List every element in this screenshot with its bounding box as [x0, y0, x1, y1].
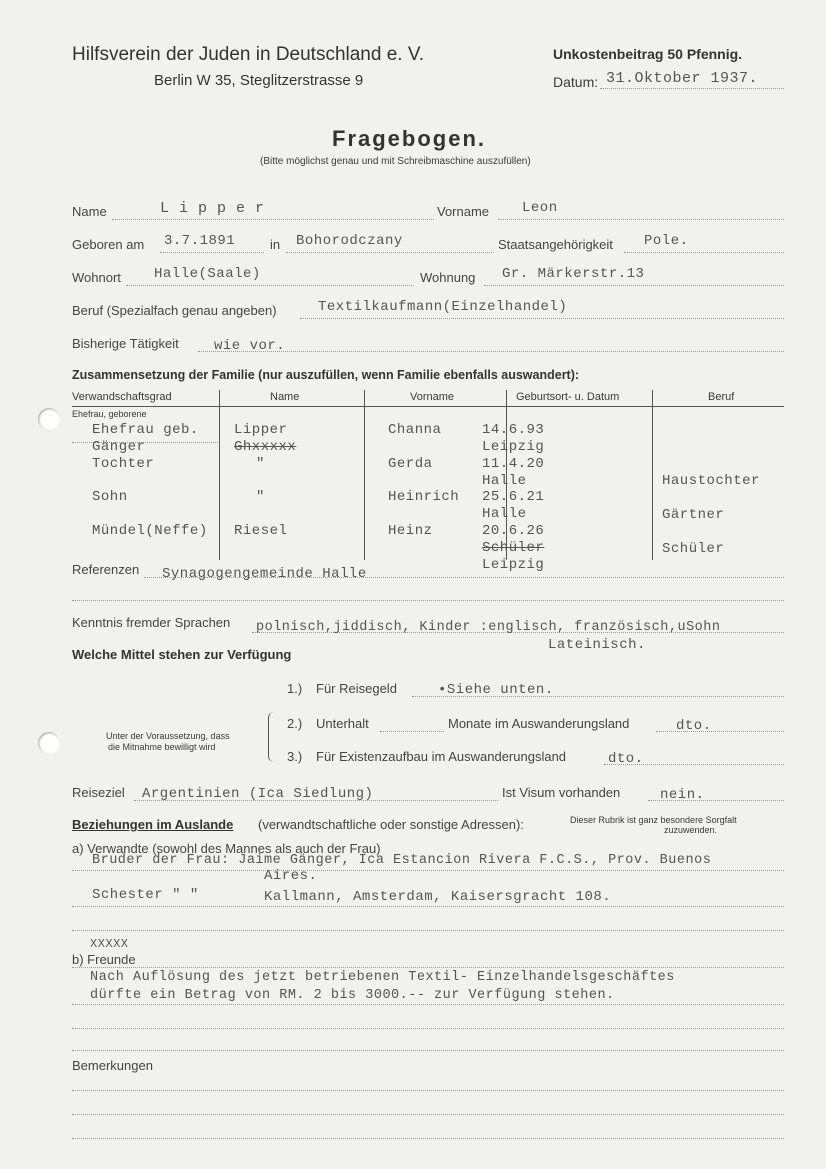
referenzen-label: Referenzen	[72, 562, 140, 577]
cond-line-1: Unter der Voraussetzung, dass	[106, 731, 230, 741]
vorname-value: Leon	[522, 200, 558, 216]
subtitle: (Bitte möglichst genau und mit Schreibmaschine auszufüllen)	[260, 156, 531, 167]
table-row: Lipper	[234, 422, 288, 438]
col-beruf: Beruf	[708, 391, 735, 403]
sprachen-label: Kenntnis fremder Sprachen	[72, 615, 231, 630]
wohnung-line	[484, 285, 784, 286]
freunde-line-2: dürfte ein Betrag von RM. 2 bis 3000.-- zur Verfügung stehen.	[90, 988, 615, 1003]
date-value: 31.Oktober 1937.	[606, 70, 759, 87]
table-row: 25.6.21	[482, 489, 545, 505]
table-row: 20.6.26	[482, 523, 545, 539]
table-sep-2	[364, 390, 365, 560]
visum-value: nein.	[660, 787, 705, 803]
table-row: Mündel(Neffe)	[92, 523, 208, 539]
wohnort-label: Wohnort	[72, 270, 121, 285]
table-sep-1	[219, 390, 220, 560]
name-value: L i p p e r	[160, 200, 265, 217]
staat-line	[624, 252, 784, 253]
freunde-dots-4	[72, 1050, 784, 1051]
freunde-line-1: Nach Auflösung des jetzt betriebenen Textil- Einzelhandelsgeschäftes	[90, 970, 675, 985]
col-name: Name	[270, 391, 300, 403]
table-row: Schüler	[482, 540, 545, 556]
ehefrau-note: Ehefrau, geborene	[72, 409, 147, 419]
bemerkungen-label: Bemerkungen	[72, 1058, 153, 1073]
taetigkeit-label: Bisherige Tätigkeit	[72, 336, 179, 351]
table-row: Riesel	[234, 523, 288, 539]
table-row: 11.4.20	[482, 456, 545, 472]
beruf-value: Textilkaufmann(Einzelhandel)	[318, 299, 568, 315]
table-row: Gerda	[388, 456, 433, 472]
table-row: Ehefrau geb.	[92, 422, 199, 438]
table-row: "	[256, 456, 265, 472]
table-row: Schüler	[662, 541, 725, 557]
verwandte-dots-1	[72, 870, 784, 871]
geboren-label: Geboren am	[72, 237, 145, 252]
bemerkungen-dots-1	[72, 1090, 784, 1091]
mittel-item2-num: 2.)	[287, 716, 303, 731]
vorname-label: Vorname	[437, 204, 490, 219]
verwandte-line-3b: Kallmann, Amsterdam, Kaisersgracht 108.	[264, 889, 612, 905]
beruf-line	[300, 318, 784, 319]
mittel-item3-label: Für Existenzaufbau im Auswanderungsland	[316, 749, 567, 764]
table-row: Haustochter	[662, 473, 760, 489]
mittel-item1-num: 1.)	[287, 681, 303, 696]
bemerkungen-dots-3	[72, 1138, 784, 1139]
wohnort-line	[126, 285, 414, 286]
freunde-dots-2	[72, 1004, 784, 1005]
beziehungen-note-1: Dieser Rubrik ist ganz besondere Sorgfalt	[570, 815, 737, 825]
wohnung-label: Wohnung	[420, 270, 476, 285]
table-row: Leipzig	[482, 439, 545, 455]
table-row: Halle	[482, 473, 527, 489]
freunde-label: b) Freunde	[72, 952, 136, 967]
beziehungen-note-2: zuzuwenden.	[664, 825, 718, 835]
beziehungen-suffix: (verwandtschaftliche oder sonstige Adressen):	[258, 817, 524, 832]
table-row: Sohn	[92, 489, 128, 505]
wohnung-value: Gr. Märkerstr.13	[502, 266, 645, 282]
family-heading: Zusammensetzung der Familie (nur auszufüllen, wenn Familie ebenfalls auswandert):	[72, 368, 580, 382]
org-address: Berlin W 35, Steglitzerstrasse 9	[154, 72, 364, 89]
table-row: Ghxxxxx	[234, 439, 297, 455]
freunde-dots-3	[72, 1028, 784, 1029]
freunde-dots-1	[72, 967, 784, 968]
sprachen-value-2: Lateinisch.	[548, 637, 646, 653]
table-row: Tochter	[92, 456, 155, 472]
table-row: Heinrich	[388, 489, 460, 505]
bemerkungen-dots-2	[72, 1114, 784, 1115]
referenzen-value: Synagogengemeinde Halle	[162, 566, 367, 582]
fee-text: Unkostenbeitrag 50 Pfennig.	[553, 46, 743, 62]
geboren-value: 3.7.1891	[164, 233, 236, 249]
name-line	[112, 219, 434, 220]
table-row: Channa	[388, 422, 442, 438]
col-geburt: Geburtsort- u. Datum	[516, 391, 620, 403]
verwandte-dots-3	[72, 930, 784, 931]
verwandte-line-3a: Schester " "	[92, 887, 199, 903]
table-row: Gänger	[92, 439, 146, 455]
beziehungen-heading: Beziehungen im Auslande	[72, 817, 234, 832]
table-row: Gärtner	[662, 507, 725, 523]
verwandte-line-2: Aires.	[264, 868, 318, 884]
verwandte-dots-2	[72, 906, 784, 907]
visum-label: Ist Visum vorhanden	[502, 785, 621, 800]
staat-label: Staatsangehörigkeit	[498, 237, 613, 252]
mittel-item3-num: 3.)	[287, 749, 303, 764]
mittel-item2-label: Unterhalt	[316, 716, 369, 731]
in-line	[286, 252, 494, 253]
table-row: Heinz	[388, 523, 433, 539]
wohnort-value: Halle(Saale)	[154, 266, 261, 282]
reiseziel-label: Reiseziel	[72, 785, 125, 800]
mittel-item1-value: •Siehe unten.	[438, 682, 554, 698]
mittel-item2-line-a	[380, 731, 444, 732]
mittel-item2-value: dto.	[676, 718, 712, 734]
org-name: Hilfsverein der Juden in Deutschland e. V.	[72, 44, 425, 65]
table-sep-4	[652, 390, 653, 560]
date-label: Datum:	[553, 74, 599, 90]
mittel-item1-label: Für Reisegeld	[316, 681, 397, 696]
in-label: in	[270, 237, 281, 252]
table-row: 14.6.93	[482, 422, 545, 438]
cond-line-2: die Mitnahme bewilligt wird	[108, 742, 216, 752]
col-vorname: Vorname	[410, 391, 455, 403]
in-value: Bohorodczany	[296, 233, 403, 249]
reiseziel-value: Argentinien (Ica Siedlung)	[142, 786, 374, 802]
taetigkeit-line	[198, 351, 784, 352]
punch-hole-bottom	[38, 732, 60, 754]
verwandte-label: a) Verwandte (sowohl des Mannes als auch der Frau)	[72, 841, 381, 856]
geboren-line	[160, 252, 264, 253]
page-title: Fragebogen.	[332, 126, 487, 151]
punch-hole-top	[38, 408, 60, 430]
freunde-strike: XXXXX	[90, 937, 129, 951]
sprachen-value-1: polnisch,jiddisch, Kinder :englisch, französisch,uSohn	[256, 620, 721, 635]
vorname-line	[498, 219, 784, 220]
taetigkeit-value: wie vor.	[214, 338, 286, 354]
mittel-heading: Welche Mittel stehen zur Verfügung	[72, 647, 292, 662]
table-header-line	[72, 406, 784, 407]
col-verwandschaftsgrad: Verwandschaftsgrad	[72, 391, 172, 403]
verwandte-line-1: Bruder der Frau: Jaime Gänger, Ica Estancion Rivera F.C.S., Prov. Buenos	[92, 853, 712, 868]
table-row: Halle	[482, 506, 527, 522]
table-row: "	[256, 489, 265, 505]
cond-bracket-left	[268, 712, 277, 762]
beruf-label: Beruf (Spezialfach genau angeben)	[72, 303, 277, 318]
date-line	[600, 88, 784, 89]
name-label: Name	[72, 204, 107, 219]
referenzen-line-2	[72, 600, 784, 601]
mittel-item3-value: dto.	[608, 751, 644, 767]
mittel-item2-suffix: Monate im Auswanderungsland	[448, 716, 630, 731]
table-row: Leipzig	[482, 557, 545, 573]
staat-value: Pole.	[644, 233, 689, 249]
